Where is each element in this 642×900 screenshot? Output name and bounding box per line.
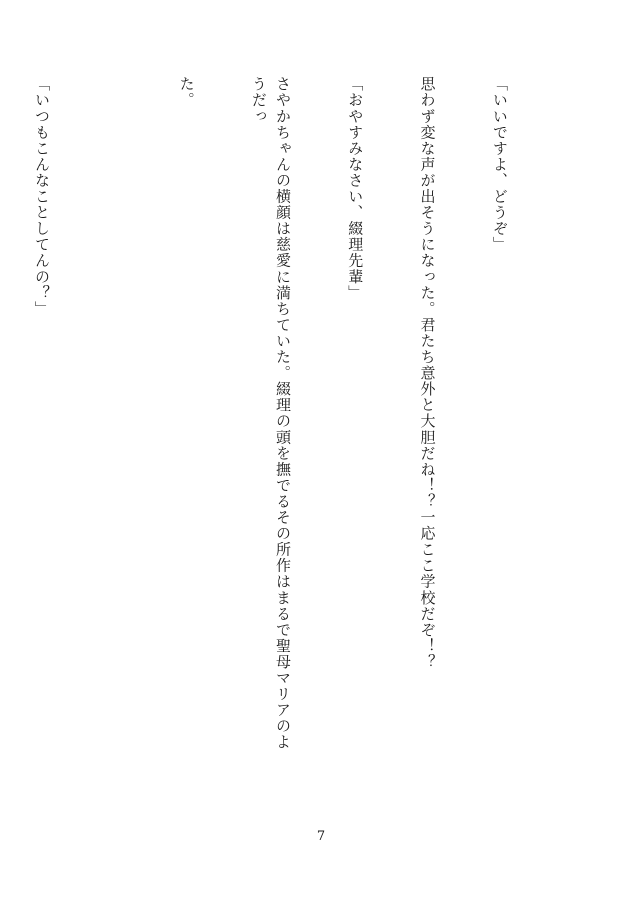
text-line: た。 bbox=[177, 76, 196, 109]
text-line: 「いつもこんなことしてんの？」 bbox=[33, 76, 52, 317]
text-line: 「おやすみなさい、綴理先輩」 bbox=[346, 76, 365, 301]
page-number: 7 bbox=[316, 829, 326, 844]
text-line: さやかちゃんの横顔は慈愛に満ちていた。綴理の頭を撫でるその所作はまるで聖母マリアのようだっ bbox=[249, 76, 292, 751]
text-line: 思わず変な声が出そうになった。君たち意外と大胆だね！？一応ここ学校だぞ！？ bbox=[418, 76, 437, 670]
text-line: 「いいですよ、どうぞ」 bbox=[490, 76, 509, 253]
vertical-text-body bbox=[0, 76, 560, 756]
blank-line bbox=[102, 76, 126, 756]
